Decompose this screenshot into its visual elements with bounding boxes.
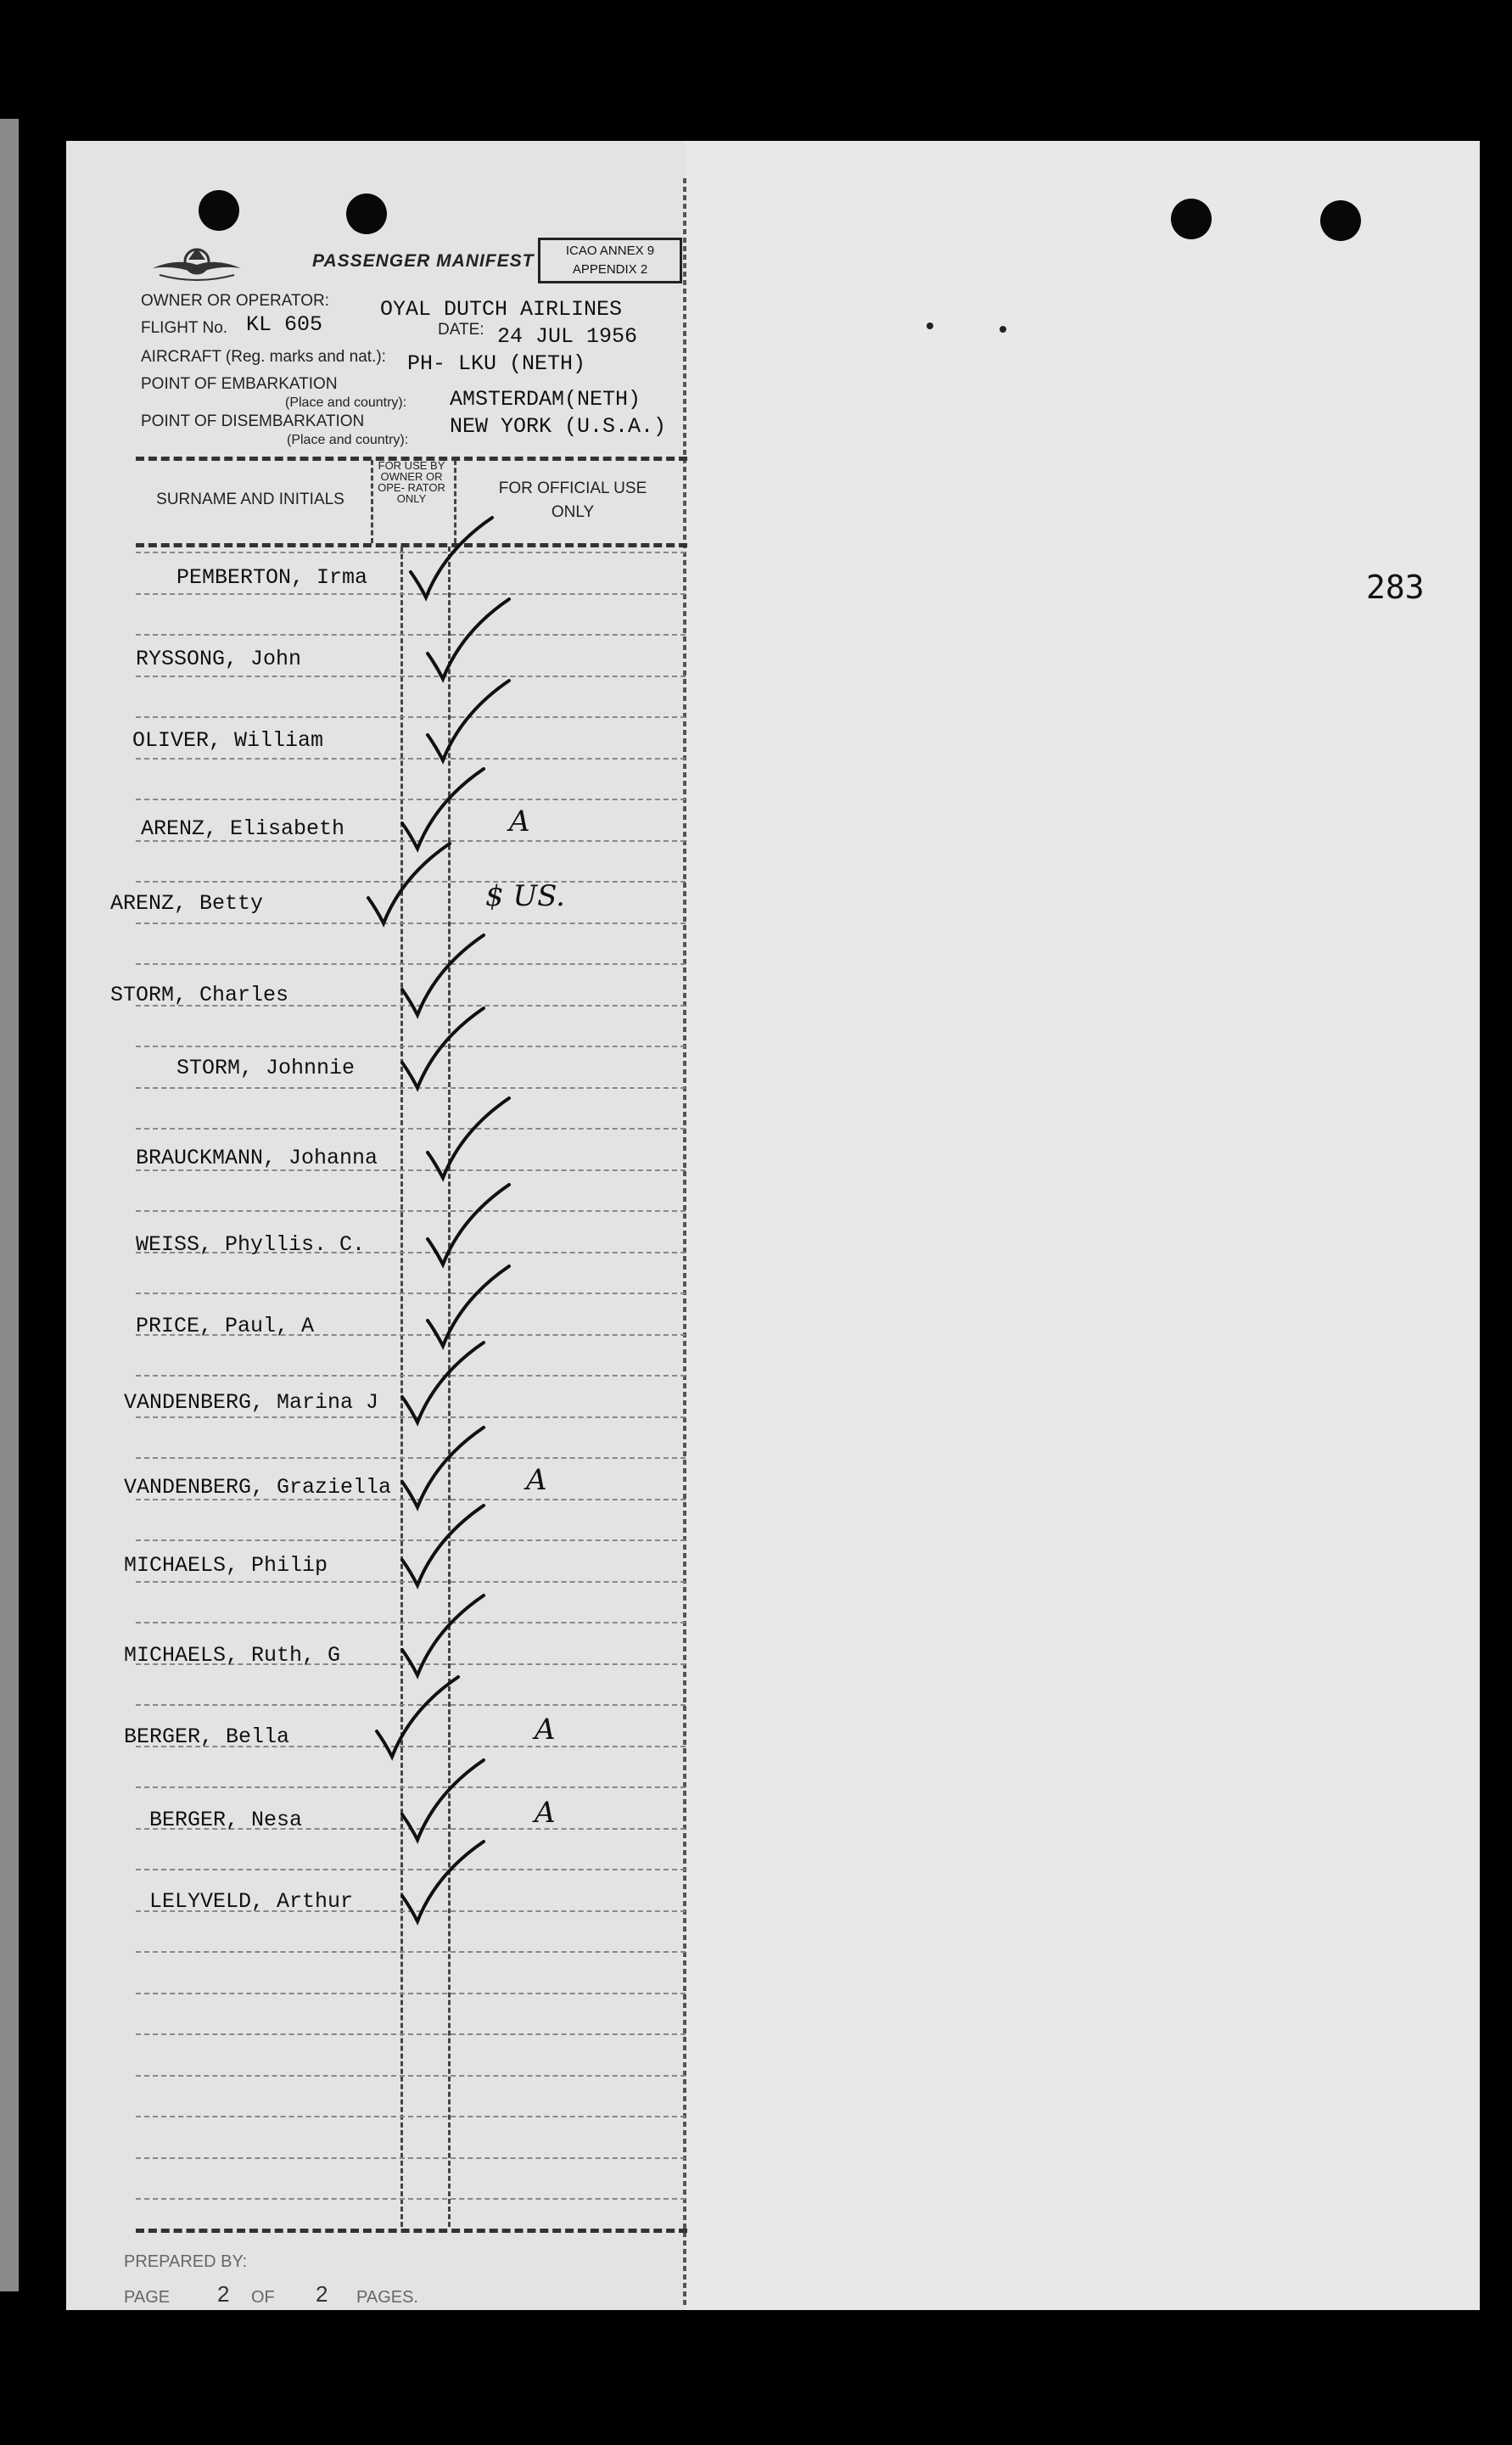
row-rule	[136, 2075, 686, 2077]
ink-speck	[1000, 326, 1006, 333]
aircraft-label: AIRCRAFT (Reg. marks and nat.):	[141, 348, 386, 366]
disembarkation-value: NEW YORK (U.S.A.)	[450, 414, 667, 439]
disembarkation-label: POINT OF DISEMBARKATION	[141, 412, 365, 430]
passenger-name: WEISS, Phyllis. C.	[136, 1232, 366, 1257]
official-note: A	[535, 1713, 556, 1747]
stamp-number: 283	[1366, 569, 1425, 606]
disembarkation-sub: (Place and country):	[287, 433, 409, 447]
date-label: DATE:	[438, 321, 484, 339]
flight-label: FLIGHT No.	[141, 319, 228, 337]
passenger-name: MICHAELS, Philip	[124, 1553, 328, 1578]
official-note: A	[509, 805, 530, 838]
passenger-name: BRAUCKMANN, Johanna	[136, 1146, 378, 1170]
operator-column-header: FOR USE BY OWNER OR OPE- RATOR ONLY	[378, 459, 445, 505]
official-note: A	[535, 1796, 556, 1830]
perforation-line	[683, 178, 686, 2308]
passenger-name: LELYVELD, Arthur	[149, 1889, 354, 1914]
row-rule	[136, 676, 686, 677]
of-value: 2	[316, 2281, 328, 2307]
passenger-name: MICHAELS, Ruth, G	[124, 1643, 341, 1668]
icao-annex: ICAO ANNEX 9	[565, 244, 655, 258]
embarkation-sub: (Place and country):	[285, 395, 407, 410]
check-mark-icon	[424, 594, 526, 687]
blank-right-panel	[686, 141, 1480, 2310]
official-note: A	[526, 1463, 547, 1497]
pages-label: PAGES.	[356, 2288, 418, 2307]
footer-rule	[136, 2229, 687, 2233]
icao-appendix: APPENDIX 2	[572, 262, 648, 277]
aircraft-value: PH- LKU (NETH)	[407, 351, 586, 376]
passenger-name: VANDENBERG, Graziella	[124, 1475, 392, 1500]
check-mark-icon	[407, 513, 509, 606]
official-column-header: FOR OFFICIAL USE ONLY	[498, 479, 647, 521]
check-mark-icon	[424, 1180, 526, 1273]
page-label: PAGE	[124, 2288, 171, 2307]
punch-hole	[1171, 199, 1212, 239]
date-value: 24 JUL 1956	[497, 324, 638, 349]
row-rule	[136, 716, 686, 718]
check-mark-icon	[399, 1837, 501, 1930]
check-mark-icon	[365, 838, 467, 932]
check-mark-icon	[373, 1672, 475, 1765]
page-value: 2	[217, 2281, 230, 2307]
passenger-name: RYSSONG, John	[136, 647, 302, 671]
official-note: $ US.	[485, 879, 565, 913]
punch-hole	[346, 193, 387, 234]
row-rule	[136, 1210, 686, 1212]
prepared-by-label: PREPARED BY:	[124, 2252, 248, 2271]
row-rule	[136, 1293, 686, 1294]
passenger-name: VANDENBERG, Marina J	[124, 1390, 379, 1415]
flight-value: KL 605	[246, 312, 323, 337]
embarkation-label: POINT OF EMBARKATION	[141, 375, 338, 393]
row-rule	[136, 2198, 686, 2200]
check-mark-icon	[399, 1755, 501, 1848]
punch-hole	[1320, 200, 1361, 241]
icao-reference-box	[538, 238, 682, 283]
of-label: OF	[251, 2288, 275, 2307]
owner-label: OWNER OR OPERATOR:	[141, 292, 330, 310]
passenger-name: OLIVER, William	[132, 728, 324, 753]
check-mark-icon	[424, 676, 526, 769]
row-rule	[136, 2116, 686, 2117]
passenger-name: ARENZ, Elisabeth	[141, 816, 345, 841]
passenger-name: PRICE, Paul, A	[136, 1314, 315, 1338]
scan-edge	[0, 119, 19, 2291]
airline-logo-icon	[151, 239, 243, 289]
passenger-name: BERGER, Nesa	[149, 1808, 303, 1832]
check-mark-icon	[399, 1003, 501, 1096]
check-mark-icon	[399, 1500, 501, 1594]
passenger-name: STORM, Charles	[110, 983, 289, 1007]
check-mark-icon	[424, 1093, 526, 1186]
passenger-name: ARENZ, Betty	[110, 891, 264, 916]
punch-hole	[199, 190, 239, 231]
owner-value: OYAL DUTCH AIRLINES	[380, 297, 623, 322]
row-rule	[136, 2157, 686, 2159]
row-rule	[136, 1951, 686, 1953]
row-rule	[136, 2033, 686, 2035]
ink-speck	[927, 322, 933, 329]
passenger-name: STORM, Johnnie	[176, 1056, 356, 1080]
passenger-name: PEMBERTON, Irma	[176, 565, 368, 590]
check-mark-icon	[399, 1337, 501, 1431]
row-rule	[136, 1993, 686, 1994]
passenger-name: BERGER, Bella	[124, 1724, 290, 1749]
row-rule	[136, 634, 686, 636]
header-column-divider	[371, 460, 373, 543]
row-rule	[136, 1128, 686, 1130]
embarkation-value: AMSTERDAM(NETH)	[450, 387, 641, 412]
row-rule	[136, 758, 686, 760]
surname-column-header: SURNAME AND INITIALS	[156, 491, 344, 508]
manifest-title: PASSENGER MANIFEST	[312, 251, 535, 271]
check-mark-icon	[399, 1590, 501, 1684]
